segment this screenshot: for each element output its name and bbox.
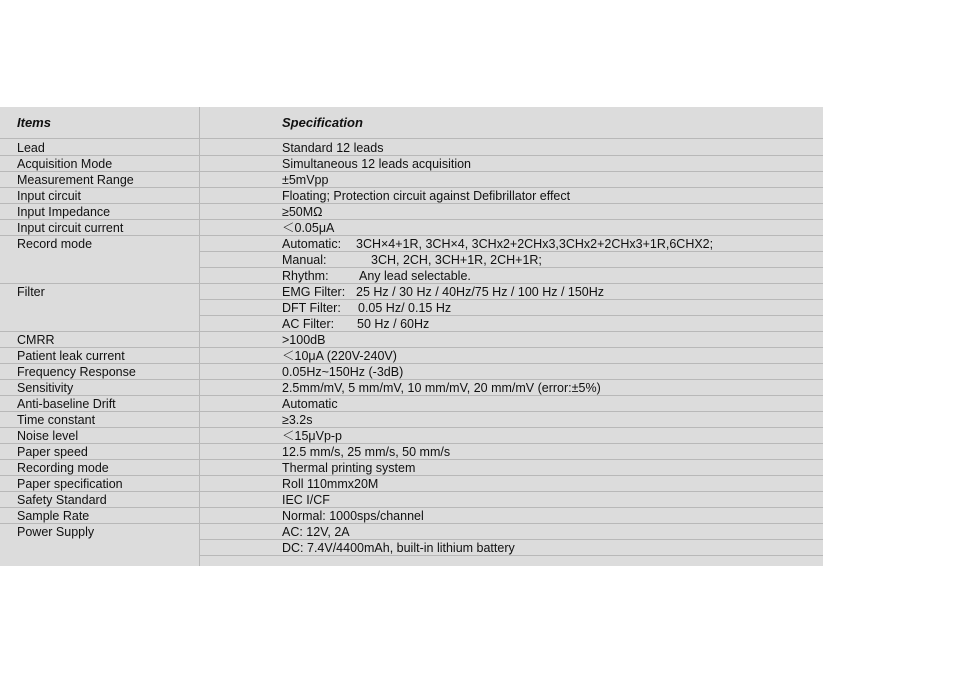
- spec-value-label: Manual:: [282, 253, 327, 267]
- table-row: [0, 204, 823, 220]
- spec-value-line: [200, 220, 823, 236]
- spec-value-line: [200, 508, 823, 524]
- table-row: [0, 508, 823, 524]
- table-row: [0, 476, 823, 492]
- spec-value-text: >100dB: [282, 333, 326, 347]
- spec-value-line: [200, 204, 823, 220]
- spec-value-text: ≥50MΩ: [282, 205, 323, 219]
- table-row: [0, 284, 823, 332]
- spec-value-text: 3CH×4+1R, 3CH×4, 3CHx2+2CHx3,3CHx2+2CHx3+1R,6CHX2;: [356, 237, 714, 251]
- spec-item-name: Patient leak current: [17, 349, 125, 363]
- spec-value-label: EMG Filter:: [282, 285, 346, 299]
- spec-value-line: [200, 428, 823, 444]
- table-row: [0, 188, 823, 204]
- spec-value-line: [200, 444, 823, 460]
- spec-item-name: Input circuit current: [17, 221, 124, 235]
- spec-value-text: DC: 7.4V/4400mAh, built-in lithium battery: [282, 541, 515, 555]
- spec-item-name: Record mode: [17, 237, 93, 251]
- spec-value-line: [200, 476, 823, 492]
- spec-value-text: 0.05 Hz/ 0.15 Hz: [358, 301, 452, 315]
- spec-item-name: Measurement Range: [17, 173, 134, 187]
- spec-item-name: Acquisition Mode: [17, 157, 113, 171]
- spec-value-line: [200, 460, 823, 476]
- specification-table: [0, 107, 823, 566]
- spec-value-label: Rhythm:: [282, 269, 329, 283]
- spec-value-text: 3CH, 2CH, 3CH+1R, 2CH+1R;: [371, 253, 542, 267]
- spec-value-line: [200, 284, 823, 300]
- spec-value-line: [200, 348, 823, 364]
- spec-value-text: Standard 12 leads: [282, 141, 384, 155]
- spec-item-name: CMRR: [17, 333, 55, 347]
- spec-item-name: Sensitivity: [17, 381, 74, 395]
- spec-item-name: Noise level: [17, 429, 79, 443]
- spec-value-text: ≥3.2s: [282, 413, 313, 427]
- table-row: [0, 492, 823, 508]
- table-row: [0, 460, 823, 476]
- spec-value-text: AC: 12V, 2A: [282, 525, 350, 539]
- spec-item-name: Safety Standard: [17, 493, 107, 507]
- spec-value-line: [200, 412, 823, 428]
- spec-value-text: Normal: 1000sps/channel: [282, 509, 424, 523]
- spec-item-name: Filter: [17, 285, 45, 299]
- spec-value-text: ＜10μA (220V-240V): [282, 349, 397, 363]
- spec-value-line: [200, 492, 823, 508]
- spec-value-text: ±5mVpp: [282, 173, 329, 187]
- spec-item-name: Recording mode: [17, 461, 109, 475]
- spec-value-line: [200, 236, 823, 252]
- spec-value-text: 12.5 mm/s, 25 mm/s, 50 mm/s: [282, 445, 451, 459]
- spec-value-text: Simultaneous 12 leads acquisition: [282, 157, 472, 171]
- table-header: [0, 107, 823, 139]
- spec-value-line: [200, 540, 823, 556]
- spec-value-text: ＜15μVp-p: [282, 429, 343, 443]
- spec-value-text: 0.05Hz~150Hz (-3dB): [282, 365, 404, 379]
- table-row: [0, 412, 823, 428]
- spec-value-line: [200, 316, 823, 332]
- spec-value-text: Floating; Protection circuit against Defibrillator effect: [282, 189, 571, 203]
- table-row: [0, 348, 823, 364]
- table-row: [0, 444, 823, 460]
- spec-value-text: Roll 110mmx20M: [282, 477, 379, 491]
- header-items: Items: [17, 115, 51, 130]
- spec-value-text: IEC I/CF: [282, 493, 330, 507]
- spec-value-line: [200, 300, 823, 316]
- spec-value-line: [200, 332, 823, 348]
- spec-value-label: Automatic:: [282, 237, 342, 251]
- table-row: [0, 140, 823, 156]
- spec-value-text: Any lead selectable.: [359, 269, 471, 283]
- header-specification: Specification: [282, 115, 363, 130]
- table-row: [0, 380, 823, 396]
- spec-item-name: Frequency Response: [17, 365, 136, 379]
- spec-value-line: [200, 268, 823, 284]
- spec-item-name: Input Impedance: [17, 205, 111, 219]
- spec-value-line: [200, 364, 823, 380]
- spec-item-name: Power Supply: [17, 525, 95, 539]
- table-row: [0, 220, 823, 236]
- spec-value-text: 50 Hz / 60Hz: [357, 317, 430, 331]
- table-row: [0, 428, 823, 444]
- spec-value-label: DFT Filter:: [282, 301, 341, 315]
- spec-item-name: Anti-baseline Drift: [17, 397, 116, 411]
- table-row: [0, 364, 823, 380]
- spec-value-text: ＜0.05μA: [282, 221, 335, 235]
- spec-item-name: Input circuit: [17, 189, 81, 203]
- spec-item-name: Sample Rate: [17, 509, 90, 523]
- spec-value-line: [200, 380, 823, 396]
- spec-value-text: Thermal printing system: [282, 461, 416, 475]
- table-row: [0, 524, 823, 556]
- spec-value-line: [200, 252, 823, 268]
- spec-value-line: [200, 172, 823, 188]
- spec-value-text: Automatic: [282, 397, 338, 411]
- spec-value-text: 2.5mm/mV, 5 mm/mV, 10 mm/mV, 20 mm/mV (error:±5%): [282, 381, 601, 395]
- spec-value-line: [200, 188, 823, 204]
- spec-value-text: 25 Hz / 30 Hz / 40Hz/75 Hz / 100 Hz / 150Hz: [356, 285, 605, 299]
- table-row: [0, 172, 823, 188]
- table-row: [0, 332, 823, 348]
- spec-item-name: Lead: [17, 141, 45, 155]
- spec-value-line: [200, 524, 823, 540]
- table-row: [0, 156, 823, 172]
- spec-value-line: [200, 156, 823, 172]
- spec-item-name: Paper speed: [17, 445, 88, 459]
- table-row: [0, 236, 823, 284]
- spec-value-line: [200, 396, 823, 412]
- spec-item-name: Paper specification: [17, 477, 123, 491]
- spec-value-line: [200, 140, 823, 156]
- spec-value-label: AC Filter:: [282, 317, 335, 331]
- spec-item-name: Time constant: [17, 413, 96, 427]
- table-row: [0, 396, 823, 412]
